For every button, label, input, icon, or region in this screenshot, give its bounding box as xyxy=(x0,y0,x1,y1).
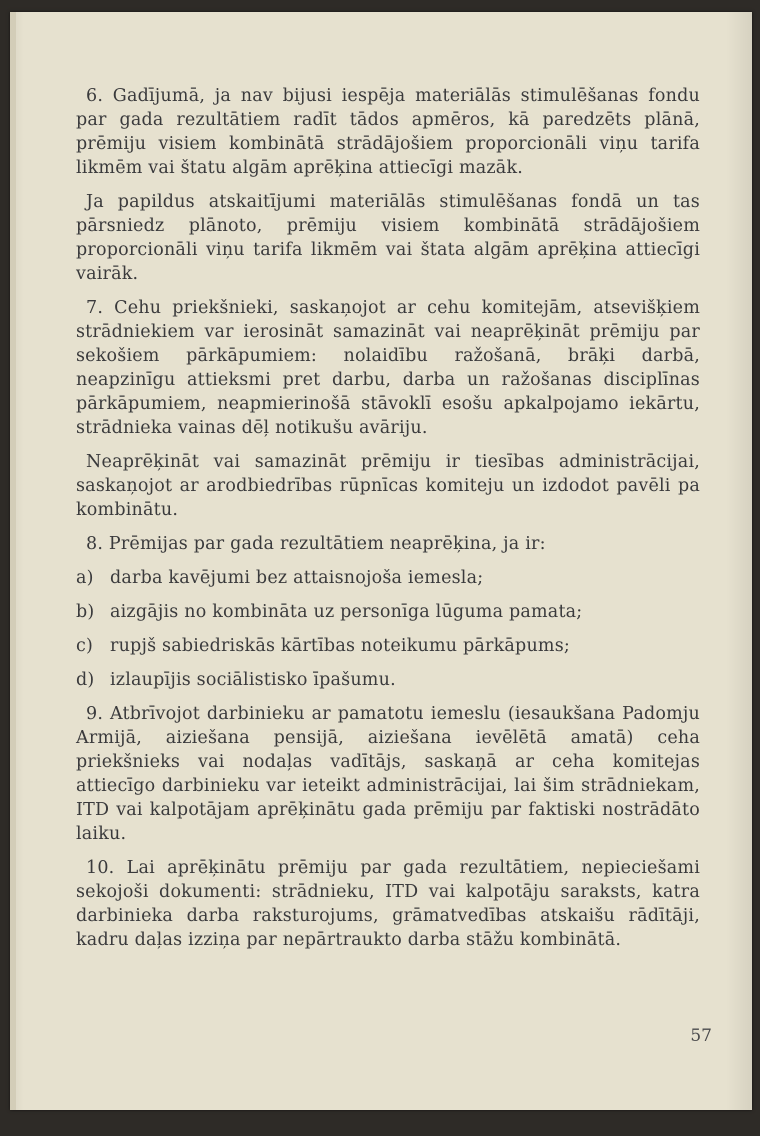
list-item xyxy=(76,600,700,624)
list-item-marker: c) xyxy=(76,636,94,656)
list-item-text: rupjš sabiedriskās kārtības noteikumu pārkāpums; xyxy=(110,636,570,656)
page-gutter-edge xyxy=(10,12,16,1110)
paragraph-7-continued: Neaprēķināt vai samazināt prēmiju ir tiesības administrācijai, saskaņojot ar arodbiedrības rūpnīcas komiteju un izdodot pavēli pa kombinātu. xyxy=(76,452,700,520)
list-item-text: darba kavējumi bez attaisnojoša iemesla; xyxy=(110,568,484,588)
list-item-marker: a) xyxy=(76,568,94,588)
paragraph-9: 9. Atbrīvojot darbinieku ar pamatotu iemeslu (iesaukšana Padomju Armijā, aiziešana pensijā, aiziešana ievēlētā amatā) ceha priekšnieks vai nodaļas vadītājs, saskaņā ar ceha komitejas attiecīgo darbinieku var ieteikt administrācijai, lai šim strādniekam, ITD vai kalpotājam aprēķinātu gada prēmiju par faktiski nostrādāto laiku. xyxy=(76,704,700,844)
paragraph-6-continued: Ja papildus atskaitījumi materiālās stimulēšanas fondā un tas pārsniedz plānoto, prēmiju visiem kombinātā strādājošiem proporcionāli viņu tarifa likmēm vai štata algām aprēķina attiecīgi vairāk. xyxy=(76,192,700,284)
list-item-text: izlaupījis sociālistisko īpašumu. xyxy=(110,670,396,690)
exclusion-list xyxy=(76,566,700,692)
paragraph-10: 10. Lai aprēķinātu prēmiju par gada rezultātiem, nepieciešami sekojoši dokumenti: strādnieku, ITD vai kalpotāju saraksts, katra darbinieka darba raksturojums, grāmatvedības atskaišu rādītāji, kadru daļas izziņa par nepārtraukto darba stāžu kombinātā. xyxy=(76,858,700,950)
list-item-text: aizgājis no kombināta uz personīga lūguma pamata; xyxy=(110,602,583,622)
list-item xyxy=(76,634,700,658)
list-item xyxy=(76,668,700,692)
paragraph-6: 6. Gadījumā, ja nav bijusi iespēja materiālās stimulēšanas fondu par gada rezultātiem radīt tādos apmēros, kā paredzēts plānā, prēmiju visiem kombinātā strādājošiem proporcionāli viņu tarifa likmēm vai štatu algām aprēķina attiecīgi mazāk. xyxy=(76,86,700,178)
list-item-marker: d) xyxy=(76,670,95,690)
paragraph-8: 8. Prēmijas par gada rezultātiem neaprēķina, ja ir: xyxy=(86,534,546,554)
paragraph-7: 7. Cehu priekšnieki, saskaņojot ar cehu komitejām, atsevišķiem strādniekiem var ierosināt samazināt vai neaprēķināt prēmiju par sekošiem pārkāpumiem: nolaidību ražošanā, brāķi darbā, neapzinīgu attieksmi pret darbu, darba un ražošanas disciplīnas pārkāpumiem, neapmierinošā stāvoklī esošu apkalpojamo iekārtu, strādnieka vainas dēļ notikušu avāriju. xyxy=(76,298,700,438)
list-item xyxy=(76,566,700,590)
page-text-body xyxy=(76,84,700,962)
page-number: 57 xyxy=(690,1026,712,1046)
list-item-marker: b) xyxy=(76,602,95,622)
